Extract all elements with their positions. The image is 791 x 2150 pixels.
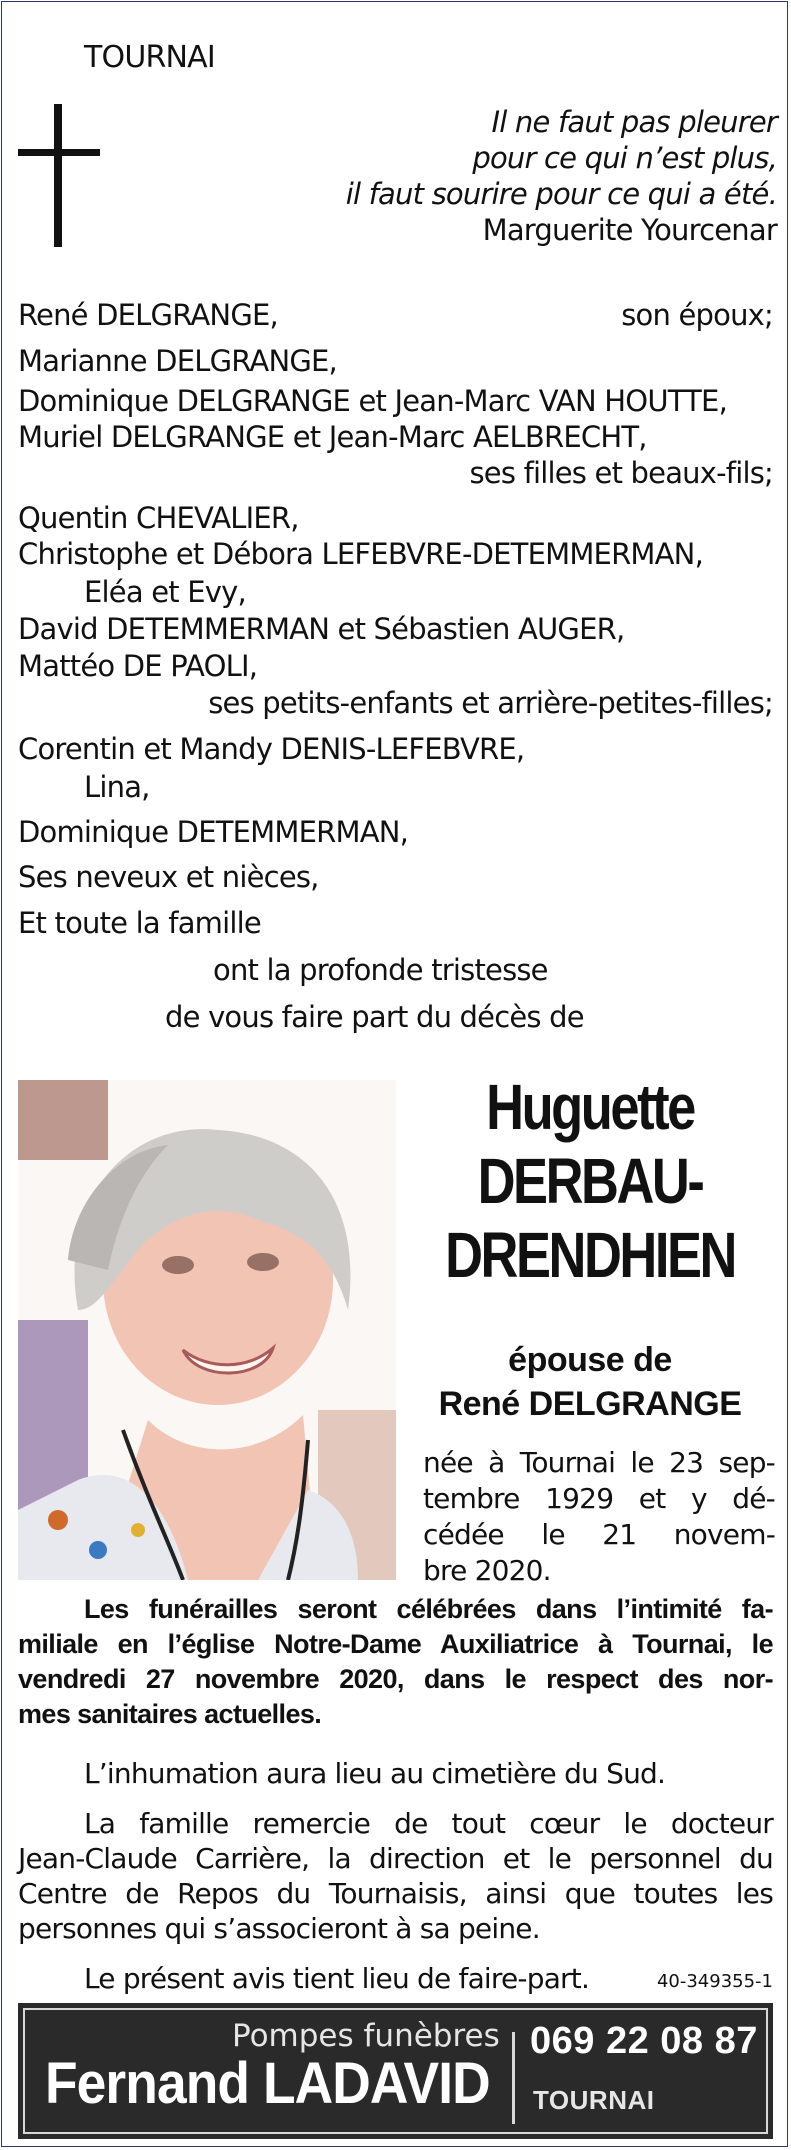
spouse-block <box>405 1338 775 1426</box>
funeral-line: miliale en l’église Notre-Dame Auxiliatrice à Tournai, le <box>18 1629 773 1659</box>
birth-line: bre 2020. <box>423 1554 551 1587</box>
deceased-first-name: Huguette <box>486 1071 694 1143</box>
portrait-photo <box>18 1080 396 1580</box>
family-line: Mattéo DE PAOLI, <box>18 649 258 683</box>
family-line: Lina, <box>84 770 150 804</box>
quote-line: pour ce qui n’est plus, <box>472 141 777 175</box>
birth-line: cédée le 21 novem- <box>423 1518 775 1551</box>
family-line: Christophe et Débora LEFEBVRE-DETEMMERMAN, <box>18 537 703 571</box>
banner-divider <box>512 2032 515 2124</box>
family-role: son époux; <box>621 298 773 332</box>
burial-paragraph <box>18 1756 773 1791</box>
family-line: René DELGRANGE, <box>18 298 278 332</box>
thanks-line: personnes qui s’associeront à sa peine. <box>18 1912 540 1945</box>
quote-line: il faut sourire pour ce qui a été. <box>345 177 777 211</box>
burial-line: L’inhumation aura lieu au cimetière du Sud. <box>84 1757 666 1790</box>
family-line: Eléa et Evy, <box>84 575 246 609</box>
family-line: Muriel DELGRANGE et Jean-Marc AELBRECHT, <box>18 420 647 454</box>
epigraph-quote <box>346 104 777 248</box>
family-line: Corentin et Mandy DENIS-LEFEBVRE, <box>18 732 525 766</box>
family-line: Marianne DELGRANGE, <box>18 344 337 378</box>
deceased-last-name: DERBAU- <box>477 1145 703 1217</box>
family-role: ses petits-enfants et arrière-petites-filles; <box>208 686 773 720</box>
funeral-line: vendredi 27 novembre 2020, dans le respect des nor- <box>18 1664 773 1694</box>
thanks-line: La famille remercie de tout cœur le docteur <box>84 1807 773 1840</box>
birth-line: née à Tournai le 23 sep- <box>423 1446 775 1479</box>
birth-line: tembre 1929 et y dé- <box>423 1482 775 1515</box>
spouse-name: René DELGRANGE <box>438 1385 742 1423</box>
reference-number: 40-349355-1 <box>656 1971 773 1992</box>
phone-number: 069 22 08 87 <box>530 2020 758 2062</box>
announcement-line: ont la profonde tristesse <box>213 953 548 987</box>
header-city: TOURNAI <box>84 40 215 75</box>
quote-line: Il ne faut pas pleurer <box>491 105 777 139</box>
family-line: Ses neveux et nièces, <box>18 860 319 894</box>
quote-author: Marguerite Yourcenar <box>482 213 777 247</box>
birth-death-info <box>423 1445 775 1589</box>
family-line: Quentin CHEVALIER, <box>18 501 299 535</box>
service-label: Pompes funèbres <box>232 2018 500 2054</box>
thanks-paragraph <box>18 1806 773 1946</box>
family-line: Dominique DELGRANGE et Jean-Marc VAN HOUTTE, <box>18 384 728 418</box>
family-line: Dominique DETEMMERMAN, <box>18 815 409 849</box>
company-city: TOURNAI <box>533 2085 655 2115</box>
family-line: Et toute la famille <box>18 906 261 940</box>
spouse-label: épouse de <box>508 1341 672 1379</box>
notice-line: Le présent avis tient lieu de faire-part. <box>84 1962 590 1995</box>
cross-icon-bar <box>18 149 100 156</box>
company-name: Fernand LADAVID <box>45 2051 490 2116</box>
thanks-line: Jean-Claude Carrière, la direction et le personnel du <box>18 1842 773 1875</box>
funeral-line: mes sanitaires actuelles. <box>18 1699 322 1729</box>
family-line: David DETEMMERMAN et Sébastien AUGER, <box>18 612 625 646</box>
deceased-name <box>405 1070 775 1292</box>
family-role: ses filles et beaux-fils; <box>469 456 773 490</box>
thanks-line: Centre de Repos du Tournaisis, ainsi que toutes les <box>18 1877 773 1910</box>
funeral-line: Les funérailles seront célébrées dans l’intimité fa- <box>84 1594 773 1624</box>
cross-icon <box>54 104 62 247</box>
funeral-paragraph <box>18 1592 773 1732</box>
deceased-last-name: DRENDHIEN <box>445 1219 735 1291</box>
announcement-line: de vous faire part du décès de <box>165 1000 584 1034</box>
